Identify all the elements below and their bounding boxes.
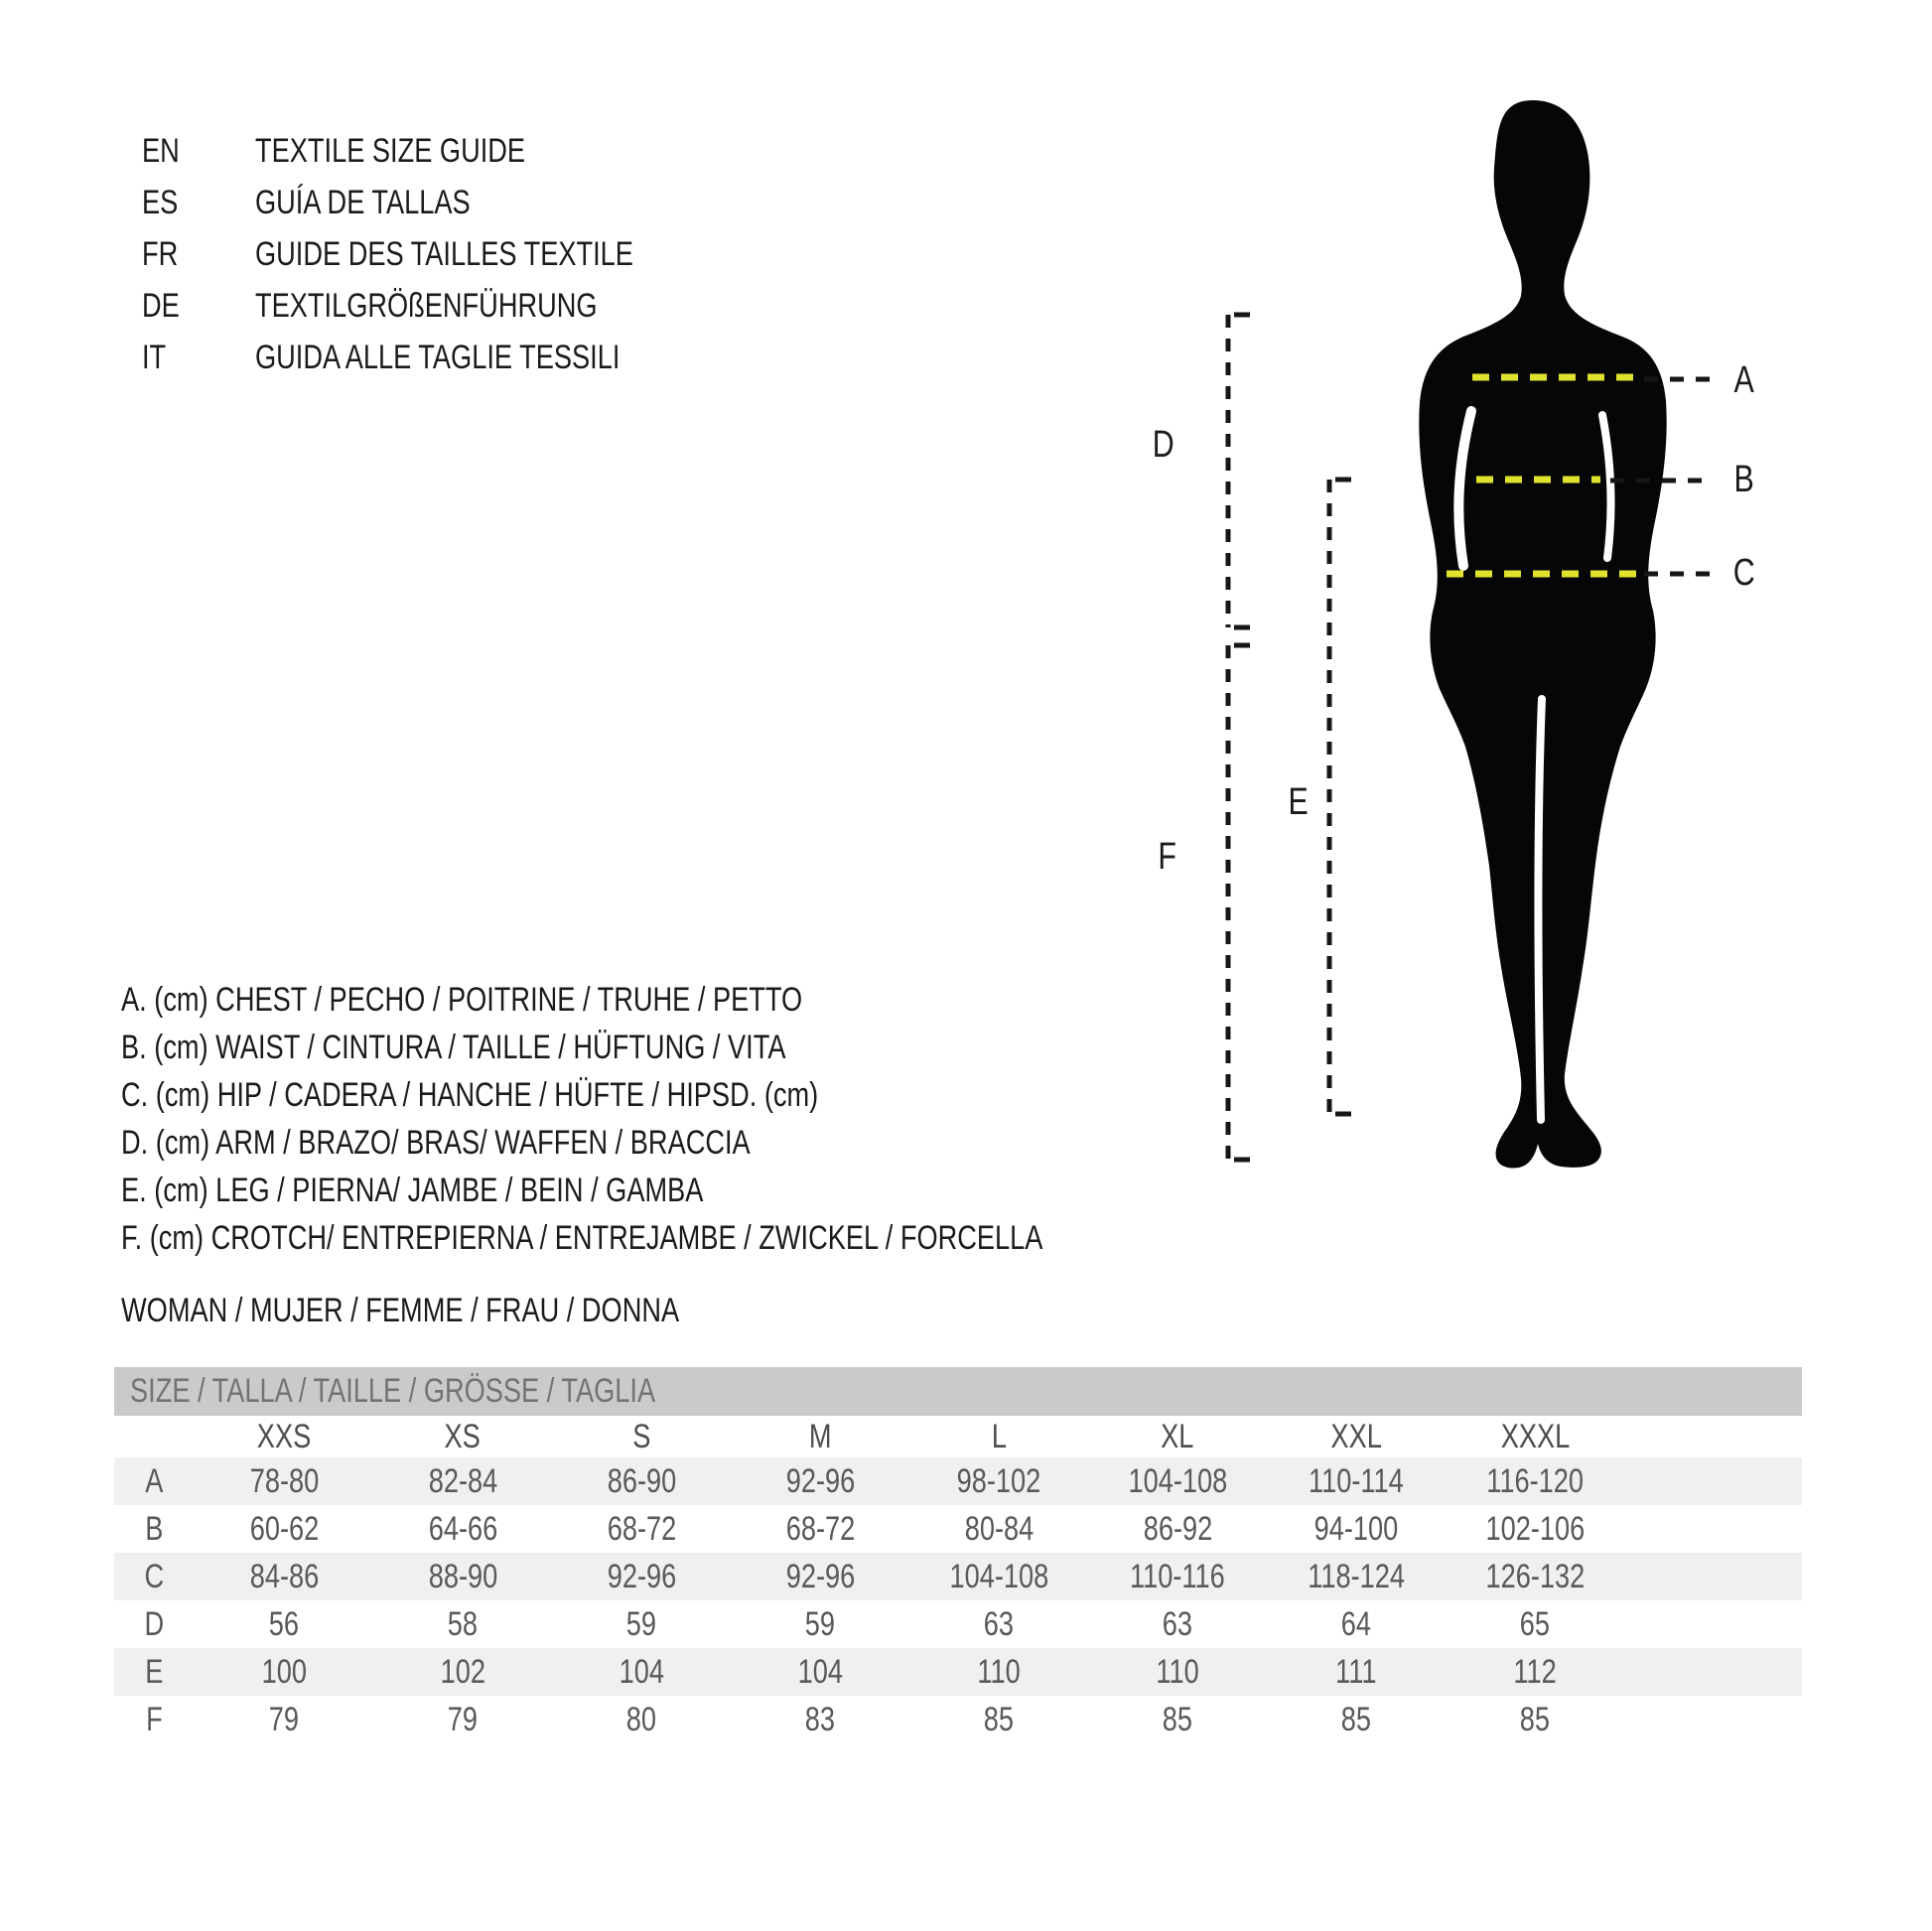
language-row [142,228,728,280]
legend-line-f: F. (cm) CROTCH/ ENTREPIERNA / ENTREJAMBE / ZWICKEL / FORCELLA [121,1219,1043,1257]
row-label: C [144,1558,165,1595]
legend-line-d: D. (cm) ARM / BRAZO/ BRAS/ WAFFEN / BRACCIA [121,1124,751,1162]
language-code: DE [142,286,180,325]
measure-label-c: C [1733,552,1755,594]
size-table-header-bar [114,1367,1802,1416]
table-row-a: A 78-80 82-84 86-90 92-96 98-102 104-108 110-114 116-120 [114,1457,1802,1505]
language-title: TEXTILGRÖßENFÜHRUNG [255,286,598,325]
table-row-d: D 56 58 59 59 63 63 64 65 [114,1600,1802,1648]
row-label: B [145,1510,164,1548]
column-header-xs: XS [444,1418,482,1455]
column-header-xxs: XXS [256,1418,312,1455]
page-title: TEXTILE SIZE GUIDE [255,131,526,170]
table-row-c: C 84-86 88-90 92-96 92-96 104-108 110-116 118-124 126-132 [114,1553,1802,1600]
measure-label-e: E [1288,781,1310,823]
size-columns-row [114,1416,1802,1457]
language-row [142,332,728,383]
column-header-xxxl: XXXL [1500,1418,1570,1455]
language-row [142,125,728,177]
title-block [142,125,728,383]
measure-label-d: D [1153,424,1174,466]
measure-label-a: A [1733,359,1755,401]
row-label: E [145,1653,164,1691]
table-row-e: E 100 102 104 104 110 110 111 112 [114,1648,1802,1696]
size-table-header-label: SIZE / TALLA / TAILLE / GRÖSSE / TAGLIA [130,1372,656,1410]
legend-line-e: E. (cm) LEG / PIERNA/ JAMBE / BEIN / GAMBA [121,1172,704,1209]
language-code: IT [142,338,167,376]
legend-line-a: A. (cm) CHEST / PECHO / POITRINE / TRUHE / PETTO [121,981,803,1019]
language-code: EN [142,131,180,170]
row-label: A [145,1462,164,1500]
column-header-xl: XL [1161,1418,1194,1455]
measure-label-b: B [1733,459,1755,500]
column-header-l: L [991,1418,1007,1455]
measurement-legend [121,976,1274,1262]
language-row [142,177,728,228]
column-header-m: M [808,1418,832,1455]
language-title: GUÍA DE TALLAS [255,183,471,221]
column-header-s: S [631,1418,651,1455]
table-row-f: F 79 79 80 83 85 85 85 85 [114,1696,1802,1743]
legend-line-c: C. (cm) HIP / CADERA / HANCHE / HÜFTE / HIPSD. (cm) [121,1076,819,1114]
language-title: GUIDE DES TAILLES TEXTILE [255,234,633,273]
size-table [114,1367,1802,1743]
language-code: ES [142,183,179,221]
language-code: FR [142,234,179,273]
column-header-xxl: XXL [1330,1418,1382,1455]
table-row-b: B 60-62 64-66 68-72 68-72 80-84 86-92 94-100 102-106 [114,1505,1802,1553]
row-label: F [146,1701,163,1738]
language-title: GUIDA ALLE TAGLIE TESSILI [255,338,621,376]
gender-heading: WOMAN / MUJER / FEMME / FRAU / DONNA [121,1292,680,1329]
silhouette-leg-gap [1539,699,1543,1120]
legend-line-b: B. (cm) WAIST / CINTURA / TAILLE / HÜFTUNG / VITA [121,1029,786,1066]
measure-label-f: F [1158,836,1177,878]
row-label: D [144,1605,165,1643]
language-row [142,280,728,332]
